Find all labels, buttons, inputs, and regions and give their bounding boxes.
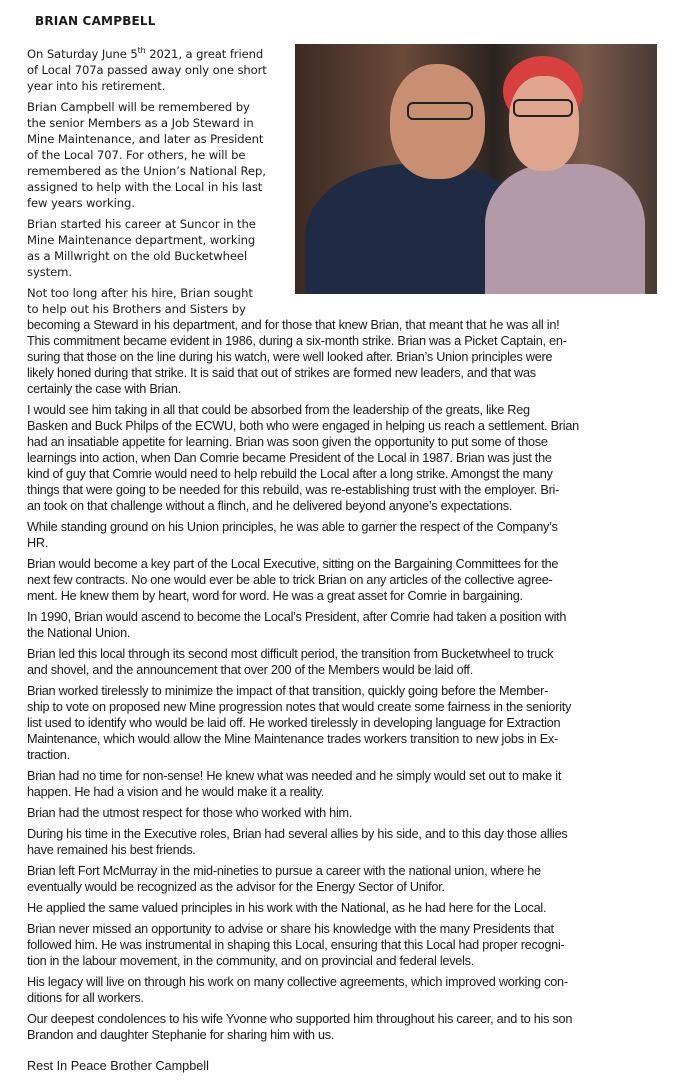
paragraph [27, 99, 687, 211]
text-line: suring that those on the line during his watch, were well looked after. Brian’s Union principles were [27, 350, 553, 364]
paragraph [27, 285, 687, 317]
text-line: system. [27, 265, 72, 279]
text-line: happen. He had a vision and he would make it a reality. [27, 785, 325, 799]
article-body [27, 46, 687, 1048]
article-title: BRIAN CAMPBELL [35, 14, 156, 28]
paragraph [27, 216, 687, 280]
text-line: Brian had no time for non-sense! He knew what was needed and he simply would set out to make it [27, 769, 562, 783]
paragraph [27, 921, 687, 969]
text-line: Brian left Fort McMurray in the mid-nineties to pursue a career with the national union, where he [27, 864, 541, 878]
text-line: and shovel, and the announcement that over 200 of the Members would be laid off. [27, 663, 473, 677]
text-line: certainly the case with Brian. [27, 382, 181, 396]
text-line: had an insatiable appetite for learning. Brian was soon given the opportunity to put some of those [27, 435, 548, 449]
text-line: Brandon and daughter Stephanie for sharing him with us. [27, 1028, 335, 1042]
text-line: eventually would be recognized as the advisor for the Energy Sector of Unifor. [27, 880, 445, 894]
text-line: next few contracts. No one would ever be able to trick Brian on any articles of the collective agree- [27, 573, 553, 587]
text-line: list used to identify who would be laid off. He worked tirelessly in developing language for Extraction [27, 716, 561, 730]
text-line: I would see him taking in all that could be absorbed from the leadership of the greats, like Reg [27, 403, 530, 417]
text-line: HR. [27, 536, 49, 550]
closing-line: Rest In Peace Brother Campbell [27, 1059, 209, 1073]
paragraph [27, 556, 687, 604]
text-line: an took on that challenge without a flinch, and he delivered beyond anyone’s expectations. [27, 499, 513, 513]
paragraph [27, 900, 687, 916]
paragraph [27, 402, 687, 514]
main-section [27, 317, 687, 1043]
text-line: ment. He knew them by heart, word for word. He was a great asset for Comrie in bargaining. [27, 589, 523, 603]
text-line: traction. [27, 748, 70, 762]
text-line: His legacy will live on through his work on many collective agreements, which improved working con- [27, 975, 568, 989]
text-line: Mine Maintenance, and later as President [27, 132, 264, 146]
text-line: Maintenance, which would allow the Mine Maintenance trades workers transition to new jobs in Ex- [27, 732, 559, 746]
text-line: Brian would become a key part of the Local Executive, sitting on the Bargaining Committees for the [27, 557, 559, 571]
text-line: the senior Members as a Job Steward in [27, 116, 254, 130]
paragraph [27, 768, 687, 800]
paragraph [27, 317, 687, 397]
text-line [27, 46, 687, 62]
text-line: remembered as the Union’s National Rep, [27, 164, 266, 178]
text-line: Brian started his career at Suncor in the [27, 217, 256, 231]
text-line: He applied the same valued principles in his work with the National, as he had here for the Local. [27, 901, 547, 915]
text-line: of the Local 707. For others, he will be [27, 148, 246, 162]
paragraph [27, 646, 687, 678]
intro-section [27, 46, 687, 317]
text-line: likely honed during that strike. It is said that out of strikes are formed new leaders, and that was [27, 366, 536, 380]
text-line-part: On Saturday June 5 [27, 47, 138, 61]
text-line: the National Union. [27, 626, 131, 640]
text-line: ditions for all workers. [27, 991, 144, 1005]
text-line: Not too long after his hire, Brian sought [27, 286, 253, 300]
text-line: year into his retirement. [27, 79, 166, 93]
paragraph [27, 974, 687, 1006]
paragraph [27, 826, 687, 858]
text-line: Brian never missed an opportunity to advise or share his knowledge with the many Presidents that [27, 922, 554, 936]
text-line: as a Millwright on the old Bucketwheel [27, 249, 248, 263]
text-line: have remained his best friends. [27, 843, 196, 857]
text-line-part: 2021, a great friend [145, 47, 264, 61]
paragraph [27, 683, 687, 763]
superscript: th [137, 46, 146, 55]
text-line: Basken and Buck Philps of the ECWU, both who were engaged in helping us reach a settlement. Brian [27, 419, 579, 433]
paragraph [27, 1011, 687, 1043]
text-line: of Local 707a passed away only one short [27, 63, 267, 77]
text-line: tion in the labour movement, in the community, and on provincial and federal levels. [27, 954, 475, 968]
paragraph [27, 46, 687, 94]
paragraph [27, 863, 687, 895]
text-line: Mine Maintenance department, working [27, 233, 256, 247]
text-line: followed him. He was instrumental in shaping this Local, ensuring that this Local had proper recogni- [27, 938, 565, 952]
text-line: Brian worked tirelessly to minimize the impact of that transition, quickly going before the Member- [27, 684, 549, 698]
text-line: becoming a Steward in his department, and for those that knew Brian, that meant that he was all in! [27, 318, 560, 332]
text-line: Brian had the utmost respect for those who worked with him. [27, 806, 353, 820]
text-line: few years working. [27, 196, 135, 210]
text-line: learnings into action, when Dan Comrie became President of the Local in 1987. Brian was just the [27, 451, 552, 465]
text-line: During his time in the Executive roles, Brian had several allies by his side, and to this day those allies [27, 827, 568, 841]
text-line: kind of guy that Comrie would need to help rebuild the Local after a long strike. Amongst the many [27, 467, 553, 481]
text-line: ship to vote on proposed new Mine progression notes that would create some fairness in the seniority [27, 700, 572, 714]
paragraph [27, 609, 687, 641]
text-line: things that were going to be needed for this rebuild, was re-establishing trust with the employer. Bri- [27, 483, 560, 497]
text-line: In 1990, Brian would ascend to become the Local’s President, after Comrie had taken a position with [27, 610, 567, 624]
paragraph [27, 519, 687, 551]
paragraph [27, 805, 687, 821]
text-line: Our deepest condolences to his wife Yvonne who supported him throughout his career, and to his son [27, 1012, 573, 1026]
text-line: assigned to help with the Local in his last [27, 180, 263, 194]
text-line: to help out his Brothers and Sisters by [27, 302, 246, 316]
text-line: While standing ground on his Union principles, he was able to garner the respect of the Company’s [27, 520, 558, 534]
text-line: Brian Campbell will be remembered by [27, 100, 250, 114]
text-line: Brian led this local through its second most difficult period, the transition from Bucketwheel to truck [27, 647, 554, 661]
text-line: This commitment became evident in 1986, during a six-month strike. Brian was a Picket Captain, en- [27, 334, 567, 348]
